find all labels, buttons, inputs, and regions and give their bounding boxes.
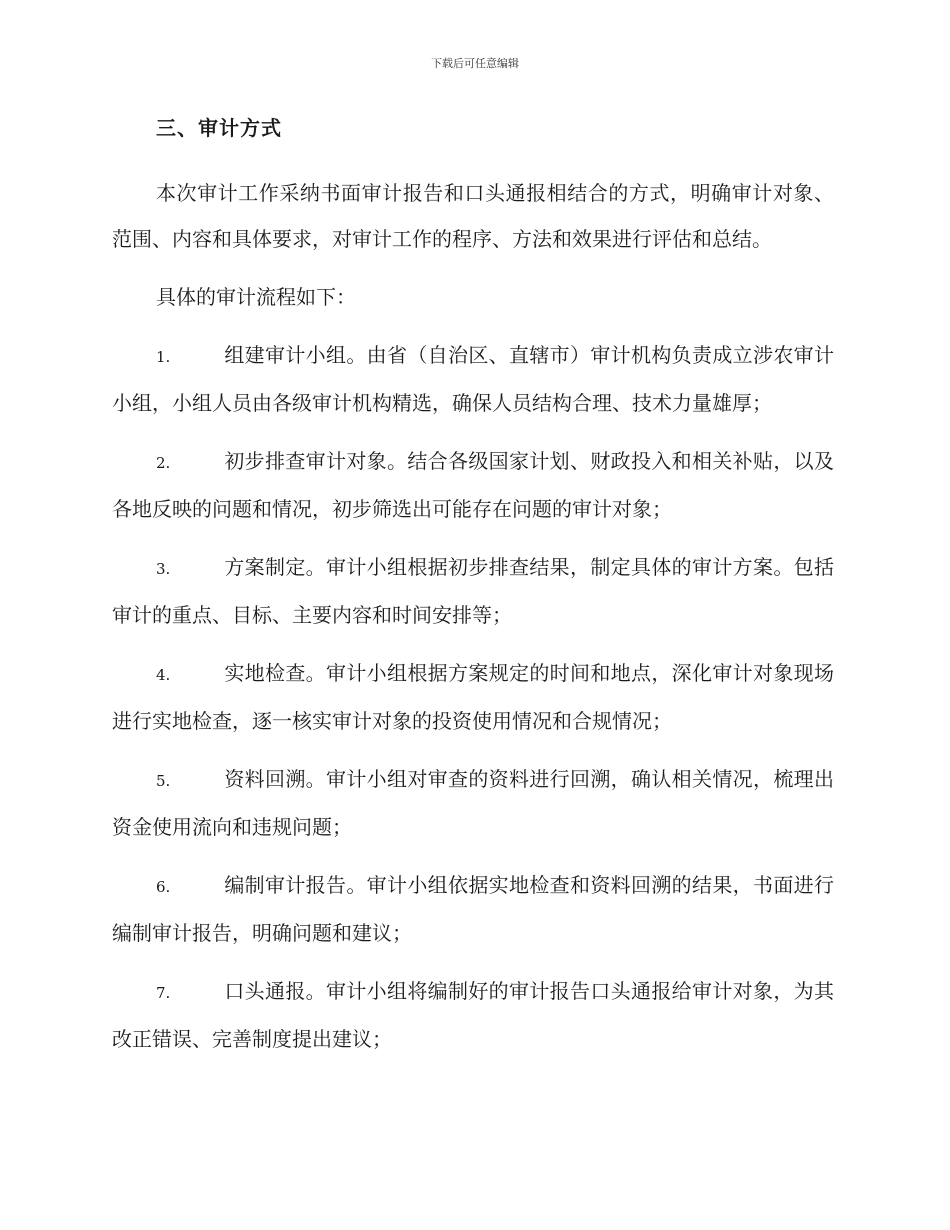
intro-paragraph: 本次审计工作采纳书面审计报告和口头通报相结合的方式，明确审计对象、范围、内容和具体要求，对审计工作的程序、方法和效果进行评估和总结。 [112, 181, 834, 251]
list-item-number: 1. [156, 348, 171, 366]
list-item-number: 4. [156, 666, 171, 684]
list-item-number: 5. [156, 772, 171, 790]
list-item-text: 组建审计小组。由省（自治区、直辖市）审计机构负责成立涉农审计小组，小组人员由各级审计机构精选，确保人员结构合理、技术力量雄厚； [112, 343, 834, 415]
list-item [112, 438, 834, 532]
section-heading: 三、审计方式 [156, 116, 282, 140]
list-item-text: 初步排查审计对象。结合各级国家计划、财政投入和相关补贴，以及各地反映的问题和情况，初步筛选出可能存在问题的审计对象； [112, 449, 834, 521]
process-lead-paragraph: 具体的审计流程如下： [156, 285, 356, 309]
list-item-text: 编制审计报告。审计小组依据实地检查和资料回溯的结果，书面进行编制审计报告，明确问题和建议； [112, 873, 834, 945]
list-item [112, 862, 834, 956]
list-item-number: 2. [156, 454, 171, 472]
list-item-text: 方案制定。审计小组根据初步排查结果，制定具体的审计方案。包括审计的重点、目标、主要内容和时间安排等； [112, 555, 834, 627]
header-note: 下载后可任意编辑 [431, 57, 519, 70]
list-item [112, 968, 834, 1062]
list-item-number: 7. [156, 984, 171, 1002]
list-item-text: 实地检查。审计小组根据方案规定的时间和地点，深化审计对象现场进行实地检查，逐一核实审计对象的投资使用情况和合规情况； [112, 661, 834, 733]
list-item-text: 口头通报。审计小组将编制好的审计报告口头通报给审计对象，为其改正错误、完善制度提出建议； [112, 979, 834, 1051]
list-item [112, 332, 834, 426]
list-item-text: 资料回溯。审计小组对审查的资料进行回溯，确认相关情况，梳理出资金使用流向和违规问题； [112, 767, 834, 839]
list-item [112, 544, 834, 638]
document-body [112, 108, 834, 1074]
list-item-number: 6. [156, 878, 171, 896]
list-item [112, 650, 834, 744]
list-item-number: 3. [156, 560, 171, 578]
list-item [112, 756, 834, 850]
